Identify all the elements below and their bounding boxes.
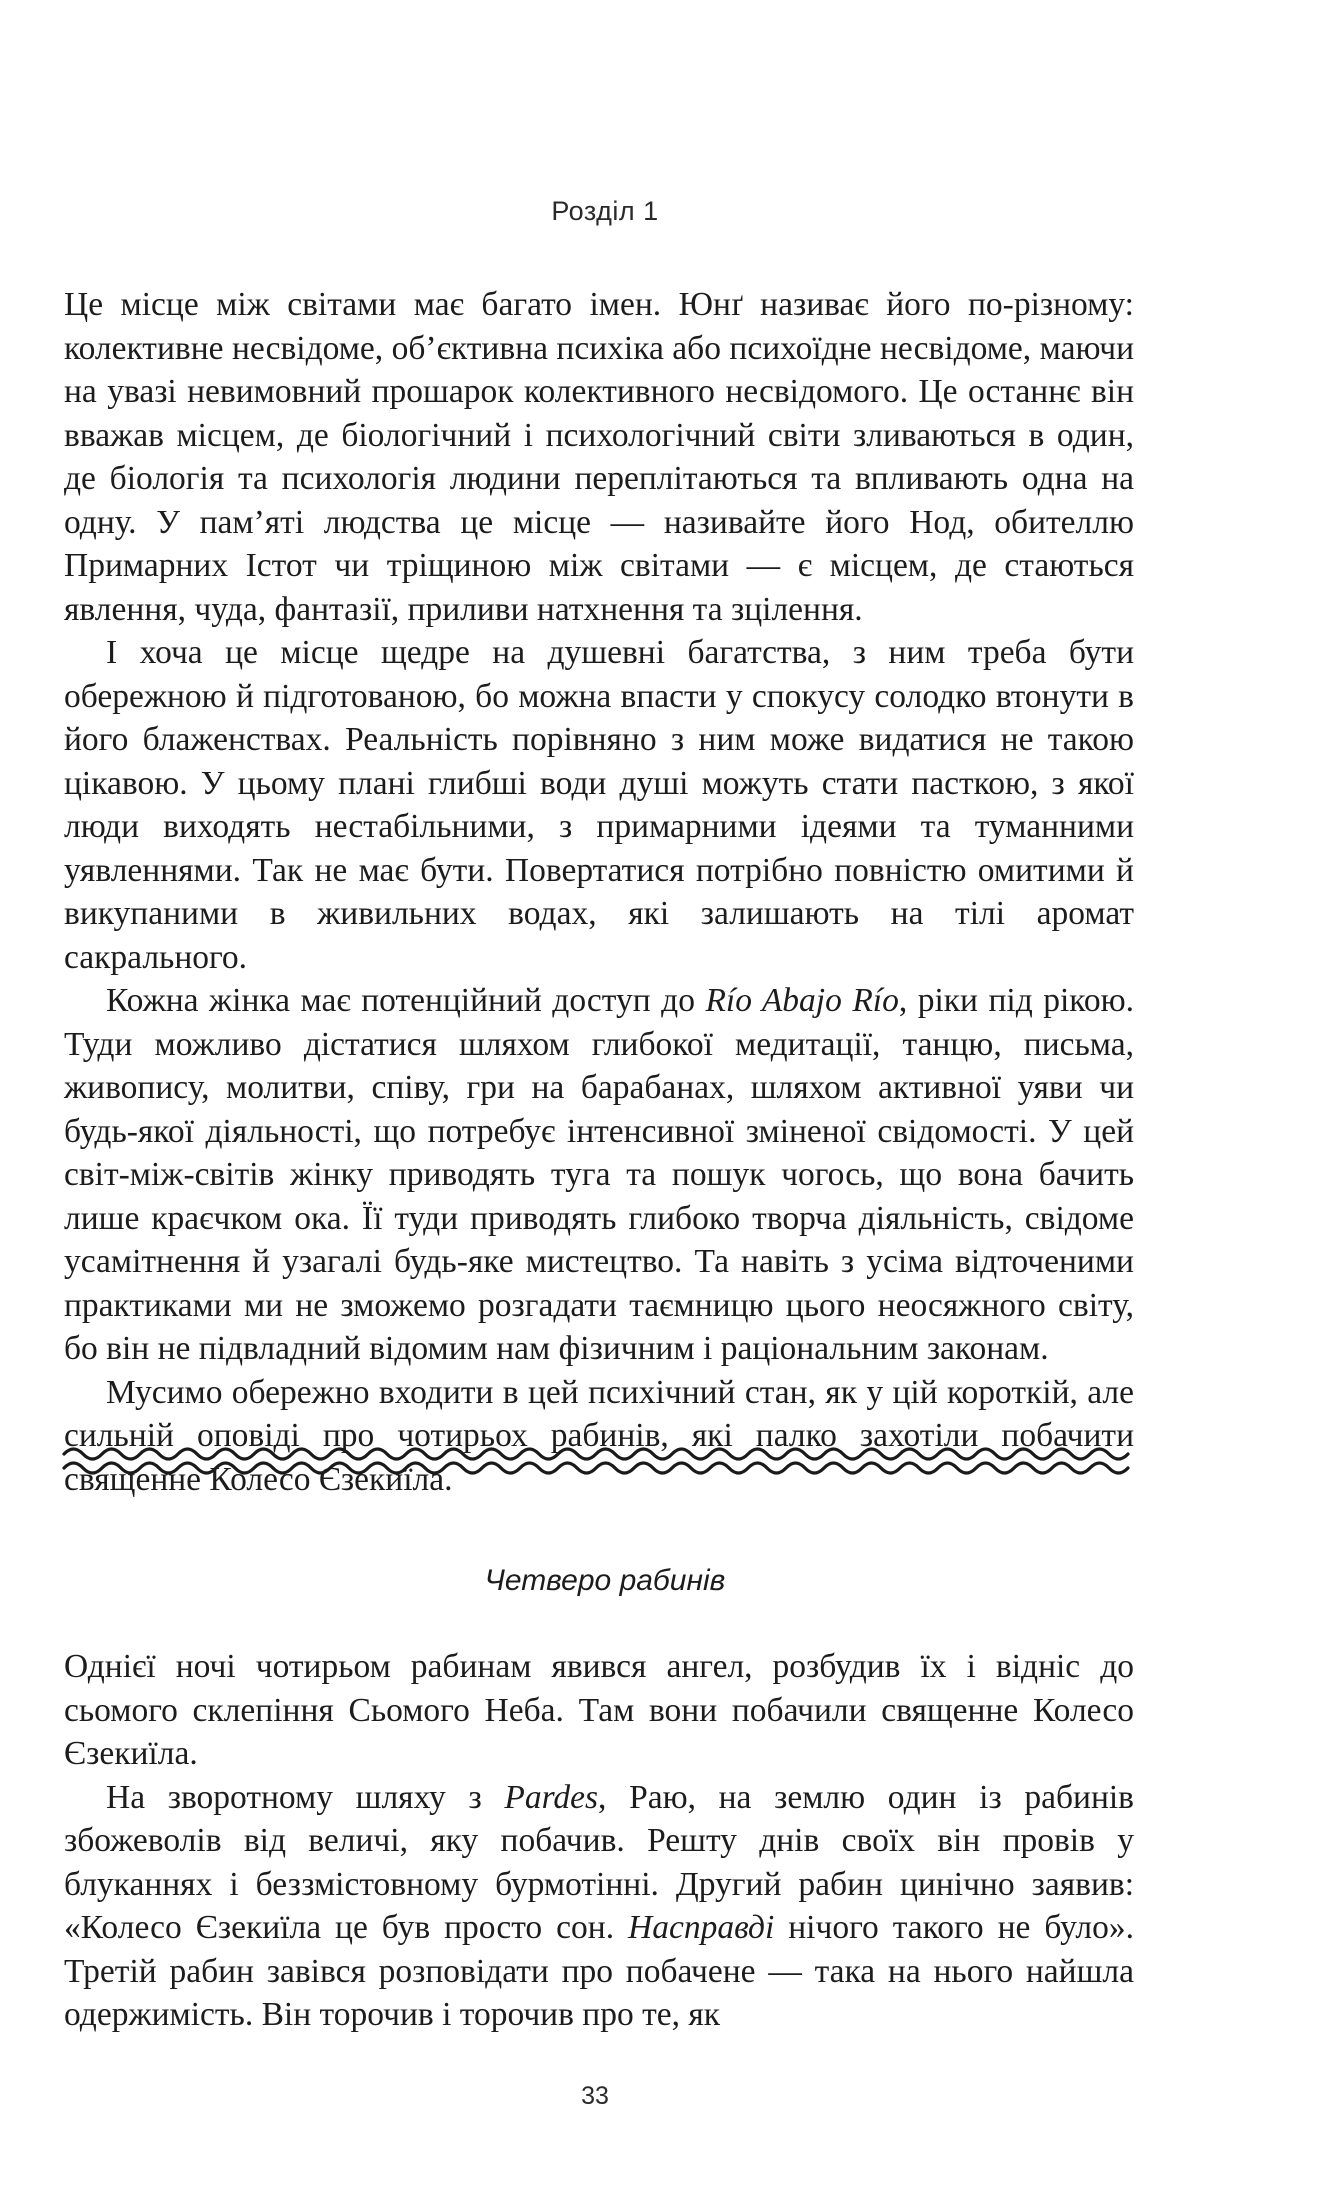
- paragraph-3: [64, 979, 1134, 1371]
- chapter-header: Розділ 1: [551, 196, 659, 226]
- paragraph-3-rest: , ріки під рікою. Туди можливо дістатися шляхом глибокої медитації, танцю, письма, живопису, молитви, співу, гри на барабанах, шляхом активної уяви чи будь-якої діяльності, що потребує інтенсивної зміненої свідомості. У цей світ-між-світів жінку приводять туга та пошук чогось, що вона бачить лише краєчком ока. Її туди приводять глибоко творча діяльність, свідоме усамітнення й узагалі будь-яке мистецтво. Та навіть з усіма відточеними практиками ми не зможемо розгадати таємницю цього неосяжного світу, бо він не підвладний відомим нам фізичним і раціональним законам.: [64, 982, 1134, 1367]
- story-paragraph-2: [64, 1776, 1134, 2037]
- story-paragraph-1: Однієї ночі чотирьом рабинам явився ангел, розбудив їх і відніс до сьомого склепіння Сьомого Неба. Там вони побачили священне Колесо Єзекиїла.: [64, 1648, 1134, 1772]
- story-p2-start: На зворотному шляху з: [106, 1778, 505, 1816]
- pardes-term: Pardes: [504, 1778, 599, 1816]
- story-title: Четверо рабинів: [484, 1564, 726, 1597]
- wave-divider-icon: [60, 1440, 1132, 1480]
- paragraph-1: Це місце між світами має багато імен. Юнґ називає його по-різному: колективне несвідоме, об’єктивна психіка або психоїдне несвідоме, маючи на увазі невимовний прошарок колективного несвідомого. Це останнє він вважав місцем, де біологічний і психологічний світи зливаються в один, де біологія та психологія людини переплітаються та впливають одна на одну. У пам’яті людства це місце — називайте його Нод, обителлю Примарних Істот чи тріщиною між світами — є місцем, де стаються явлення, чуда, фантазії, приливи натхнення та зцілення.: [64, 286, 1134, 628]
- paragraph-3-start: Кожна жінка має потенційний доступ до: [106, 982, 706, 1019]
- paragraph-4: Мусимо обережно входити в цей психічний стан, як у цій короткій, але сильній оповіді про чотирьох рабинів, які палко захотіли побачити священне Колесо Єзекиїла.: [64, 1373, 1134, 1498]
- chapter-body: [64, 283, 1134, 1501]
- story-body: [64, 1645, 1134, 2037]
- rio-abajo-rio-term: Río Abajo Río: [705, 982, 899, 1019]
- page-number: 33: [581, 2082, 609, 2110]
- naspravdi-term: Насправді: [628, 1909, 775, 1946]
- story-p2-end: нічого такого не було». Третій рабин завівся розповідати про побачене — така на нього найшла одержимість. Він торочив і торочив про те, як: [64, 1909, 1134, 2033]
- story-p2-middle: , Раю, на землю один із рабинів збожеволів від величі, яку побачив. Решту днів своїх він провів у блуканнях і беззмістовному бурмотінні. Другий рабин цинічно заявив: «Колесо Єзекиїла це був просто сон.: [64, 1778, 1134, 1946]
- paragraph-2: І хоча це місце щедре на душевні багатства, з ним треба бути обережною й підготованою, бо можна впасти у спокусу солодко втонути в його блаженствах. Реальність порівняно з ним може видатися не такою цікавою. У цьому плані глибші води душі можуть стати пасткою, з якої люди виходять нестабільними, з примарними ідеями та туманними уявленнями. Так не має бути. Повертатися потрібно повністю омитими й викупаними в живильних водах, які залишають на тілі аромат сакрального.: [64, 634, 1134, 976]
